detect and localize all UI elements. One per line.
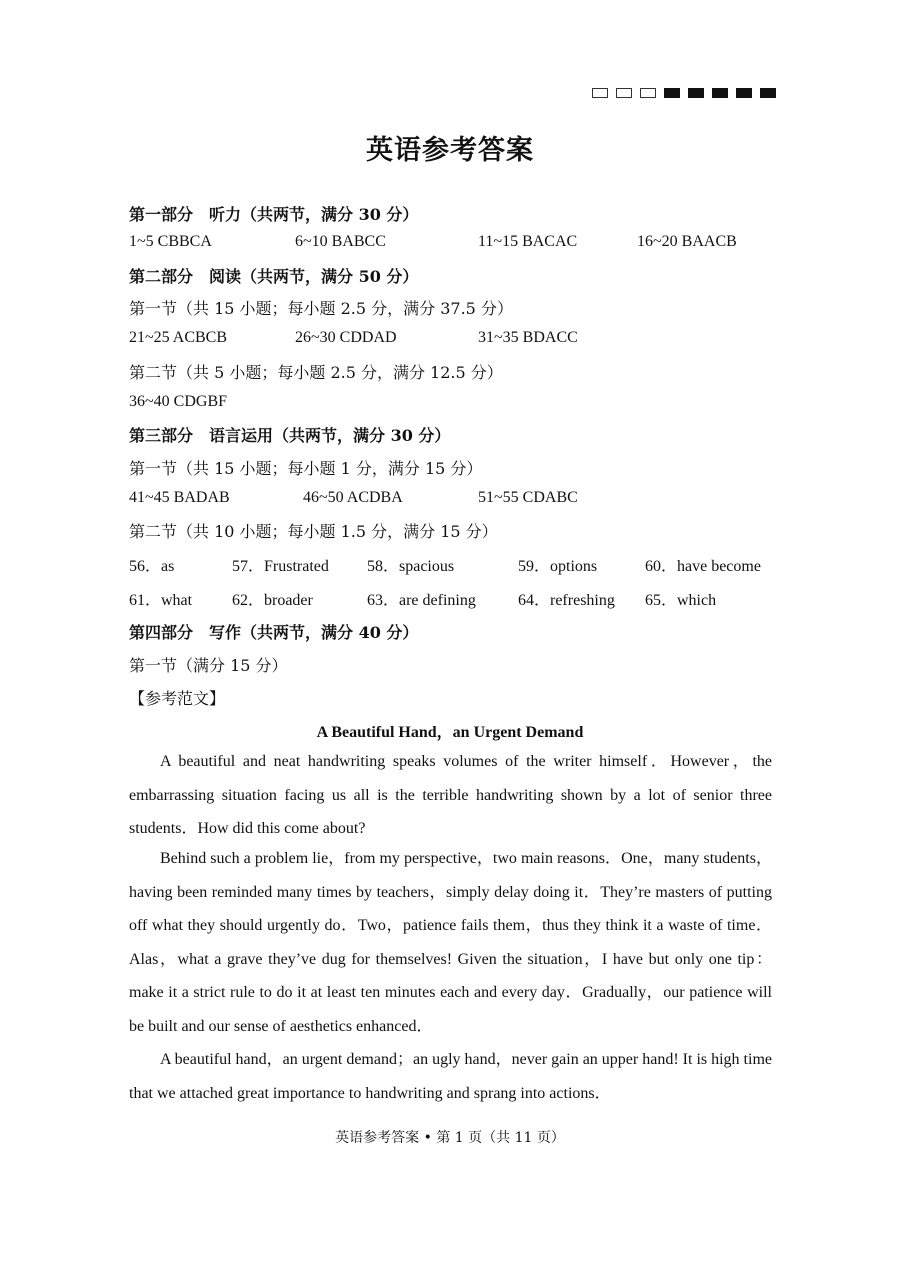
fill-answer: 62．broader xyxy=(232,592,313,609)
fill-answer: 64．refreshing xyxy=(518,592,615,609)
fill-answer: 61．what xyxy=(129,592,193,609)
marker-box xyxy=(760,88,776,98)
answer-group: 16~20 BAACB xyxy=(637,233,737,250)
page-marker-boxes xyxy=(592,88,776,98)
part3-section2-heading: 第二节（共 10 小题；每小题 1.5 分，满分 15 分） xyxy=(129,522,498,541)
answer-group: 11~15 BACAC xyxy=(478,233,578,250)
answer-group: 51~55 CDABC xyxy=(478,489,578,506)
part4-heading: 第四部分 写作（共两节，满分 40 分） xyxy=(129,623,419,642)
part3-heading: 第三部分 语言运用（共两节，满分 30 分） xyxy=(129,426,451,445)
page-title: 英语参考答案 xyxy=(366,135,534,166)
part4-section1-heading: 第一节（满分 15 分） xyxy=(129,656,288,675)
part2-section1-heading: 第一节（共 15 小题；每小题 2.5 分，满分 37.5 分） xyxy=(129,299,513,318)
fill-answer: 59．options xyxy=(518,558,598,575)
answer-group: 26~30 CDDAD xyxy=(295,329,397,346)
fill-answer: 65．which xyxy=(645,592,717,609)
fill-answer: 56．as xyxy=(129,558,175,575)
essay-paragraph: A beautiful hand，an urgent demand；an ugly hand，never gain an upper hand! It is high time that we attached great importance to handwriting and sprang into actions． xyxy=(129,1051,772,1102)
answer-group: 6~10 BABCC xyxy=(295,233,386,250)
answer-group: 46~50 ACDBA xyxy=(303,489,403,506)
fill-answer: 63．are defining xyxy=(367,592,476,609)
marker-box xyxy=(664,88,680,98)
marker-box xyxy=(592,88,608,98)
answer-group: 31~35 BDACC xyxy=(478,329,578,346)
fill-answer: 60．have become xyxy=(645,558,761,575)
sample-essay-label: 【参考范文】 xyxy=(129,689,226,708)
essay-paragraph: A beautiful and neat handwriting speaks volumes of the writer himself．However，the embarrassing situation facing us all is the terrible handwriting shown by a lot of senior three students．How did this come about? xyxy=(129,753,772,837)
fill-answer: 58．spacious xyxy=(367,558,455,575)
part2-heading: 第二部分 阅读（共两节，满分 50 分） xyxy=(129,267,419,286)
part1-heading: 第一部分 听力（共两节，满分 30 分） xyxy=(129,205,419,224)
marker-box xyxy=(640,88,656,98)
essay-paragraph: Behind such a problem lie，from my perspective，two main reasons．One，many students，having been reminded many times by teachers，simply delay doing it．They’re masters of putting off what they should urgently do．Two，patience fails them，thus they think it a waste of time．Alas，what a grave they’ve dug for themselves! Given the situation，I have but only one tip：make it a strict rule to do it at least ten minutes each and every day．Gradually，our patience will be built and our sense of aesthetics enhanced． xyxy=(129,850,772,1035)
fill-answer: 57．Frustrated xyxy=(232,558,329,575)
marker-box xyxy=(688,88,704,98)
part3-section1-heading: 第一节（共 15 小题；每小题 1 分，满分 15 分） xyxy=(129,459,483,478)
essay-title: A Beautiful Hand，an Urgent Demand xyxy=(316,724,584,741)
marker-box xyxy=(712,88,728,98)
part2-section2-heading: 第二节（共 5 小题；每小题 2.5 分，满分 12.5 分） xyxy=(129,363,503,382)
marker-box xyxy=(736,88,752,98)
answer-group: 21~25 ACBCB xyxy=(129,329,228,346)
answer-group: 41~45 BADAB xyxy=(129,489,230,506)
answer-group: 1~5 CBBCA xyxy=(129,233,212,250)
page-footer: 英语参考答案 • 第 1 页（共 11 页） xyxy=(335,1130,565,1146)
marker-box xyxy=(616,88,632,98)
answer-group: 36~40 CDGBF xyxy=(129,393,228,410)
